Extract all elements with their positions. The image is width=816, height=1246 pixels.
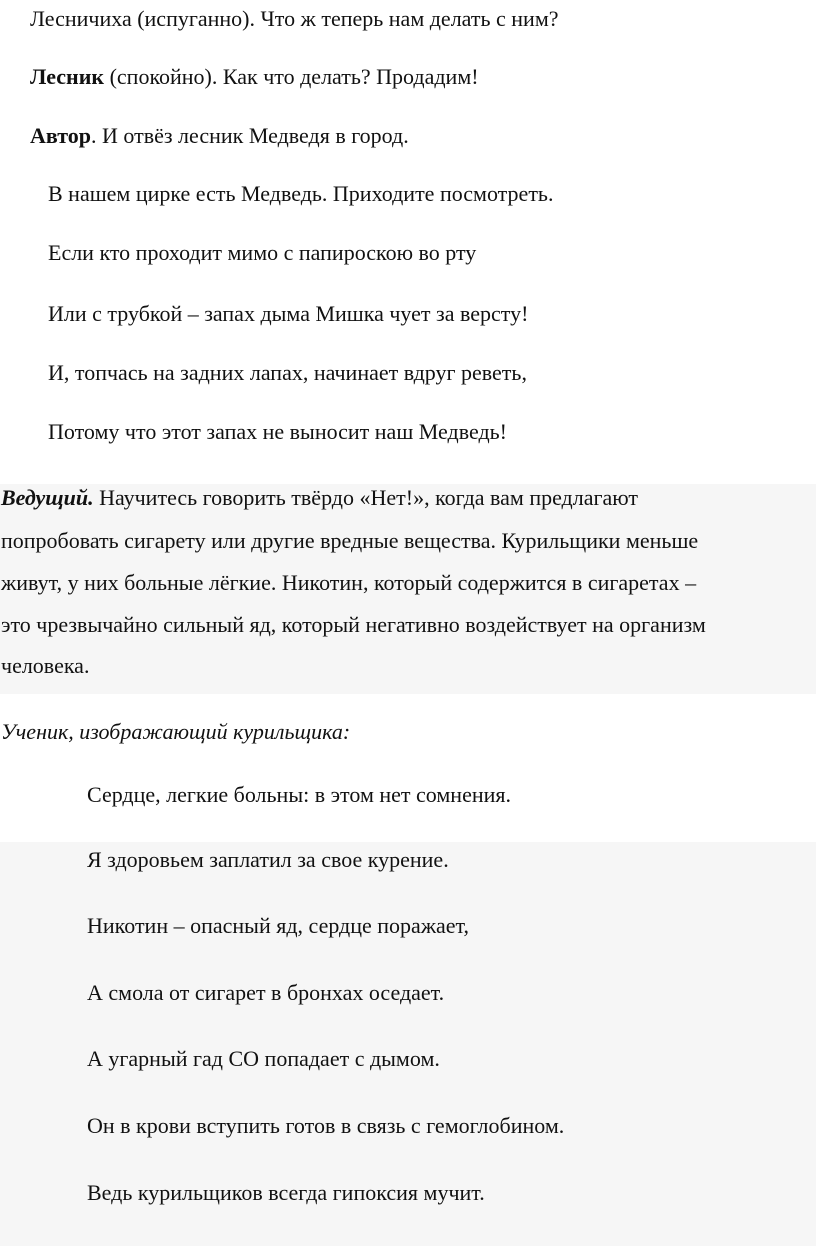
speaker-name: Ведущий. bbox=[1, 485, 94, 510]
dialogue-text: . И отвёз лесник Медведя в город. bbox=[90, 123, 409, 148]
host-line: попробовать сигарету или другие вредные вещества. Курильщики меньше bbox=[1, 528, 699, 553]
poem-line: В нашем цирке есть Медведь. Приходите посмотреть. bbox=[48, 181, 554, 206]
host-line: это чрезвычайно сильный яд, который негативно воздействует на организм bbox=[1, 612, 706, 637]
dialogue-line-forester-wife bbox=[30, 5, 559, 33]
poem-line: И, топчась на задних лапах, начинает вдруг реветь, bbox=[48, 360, 527, 385]
student-poem-line: Он в крови вступить готов в связь с гемоглобином. bbox=[87, 1113, 565, 1138]
dialogue-line-author bbox=[30, 122, 409, 150]
host-line bbox=[1, 484, 638, 512]
student-poem-line: Сердце, легкие больны: в этом нет сомнения. bbox=[87, 782, 512, 807]
poem-line: Потому что этот запах не выносит наш Медведь! bbox=[48, 419, 507, 444]
host-text: Научитесь говорить твёрдо «Нет!», когда вам предлагают bbox=[93, 485, 639, 510]
dialogue-line-forester bbox=[30, 63, 479, 91]
student-poem-line: Ведь курильщиков всегда гипоксия мучит. bbox=[87, 1180, 485, 1205]
speaker-name: Лесник bbox=[30, 64, 105, 89]
student-poem-line: Никотин – опасный яд, сердце поражает, bbox=[87, 913, 470, 938]
student-heading: Ученик, изображающий курильщика: bbox=[1, 719, 351, 744]
poem-line: Или с трубкой – запах дыма Мишка чует за версту! bbox=[48, 301, 529, 326]
student-poem-line: А угарный гад СО попадает с дымом. bbox=[87, 1046, 440, 1071]
poem-line: Если кто проходит мимо с папироскою во рту bbox=[48, 240, 477, 265]
host-line: человека. bbox=[1, 653, 90, 678]
dialogue-text: Лесничиха (испуганно). Что ж теперь нам делать с ним? bbox=[30, 6, 559, 31]
student-poem-line: Я здоровьем заплатил за свое курение. bbox=[87, 847, 449, 872]
speaker-name: Автор bbox=[30, 123, 91, 148]
host-line: живут, у них больные лёгкие. Никотин, который содержится в сигаретах – bbox=[1, 570, 697, 595]
dialogue-text: (спокойно). Как что делать? Продадим! bbox=[104, 64, 479, 89]
student-poem-line: А смола от сигарет в бронхах оседает. bbox=[87, 980, 445, 1005]
